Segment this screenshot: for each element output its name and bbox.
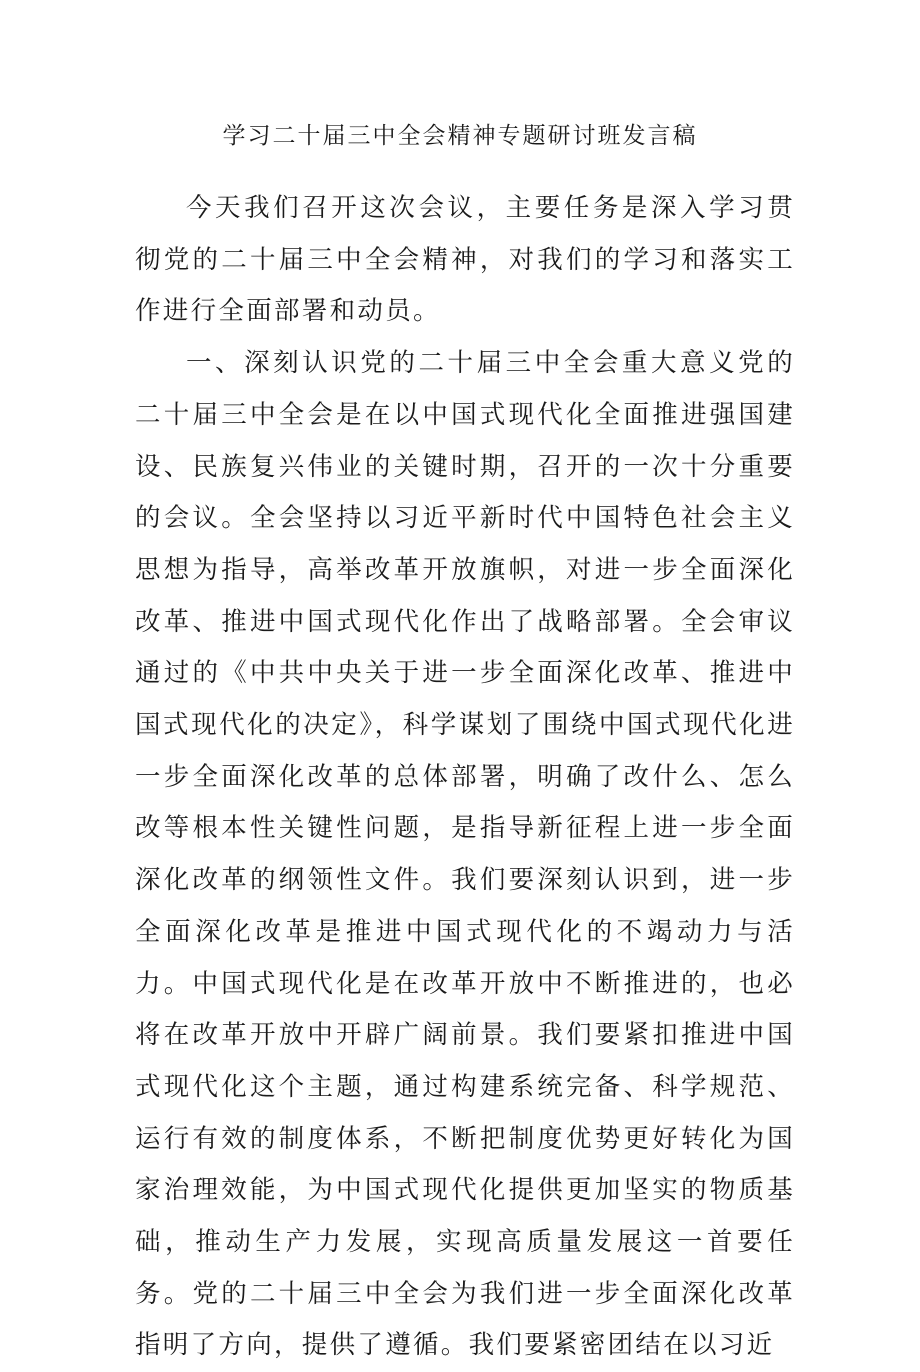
paragraph-section-one: 一、深刻认识党的二十届三中全会重大意义党的二十届三中全会是在以中国式现代化全面推进强国建设、民族复兴伟业的关键时期，召开的一次十分重要的会议。全会坚持以习近平新时代中国特色社会主义思想为指导，高举改革开放旗帜，对进一步全面深化改革、推进中国式现代化作出了战略部署。全会审议通过的《中共中央关于进一步全面深化改革、推进中国式现代化的决定》，科学谋划了围绕中国式现代化进一步全面深化改革的总体部署，明确了改什么、怎么改等根本性关键性问题，是指导新征程上进一步全面深化改革的纲领性文件。我们要深刻认识到，进一步全面深化改革是推进中国式现代化的不竭动力与活力。中国式现代化是在改革开放中不断推进的，也必将在改革开放中开辟广阔前景。我们要紧扣推进中国式现代化这个主题，通过构建系统完备、科学规范、运行有效的制度体系，不断把制度优势更好转化为国家治理效能，为中国式现代化提供更加坚实的物质基础，推动生产力发展，实现高质量发展这一首要任务。党的二十届三中全会为我们进一步全面深化改革指明了方向，提供了遵循。我们要紧密团结在以习近 [135, 348, 795, 1361]
document-body [135, 183, 795, 1372]
paragraph-opening: 今天我们召开这次会议，主要任务是深入学习贯彻党的二十届三中全会精神，对我们的学习和落实工作进行全面部署和动员。 [135, 193, 795, 327]
document-title: 学习二十届三中全会精神专题研讨班发言稿 [222, 123, 698, 149]
